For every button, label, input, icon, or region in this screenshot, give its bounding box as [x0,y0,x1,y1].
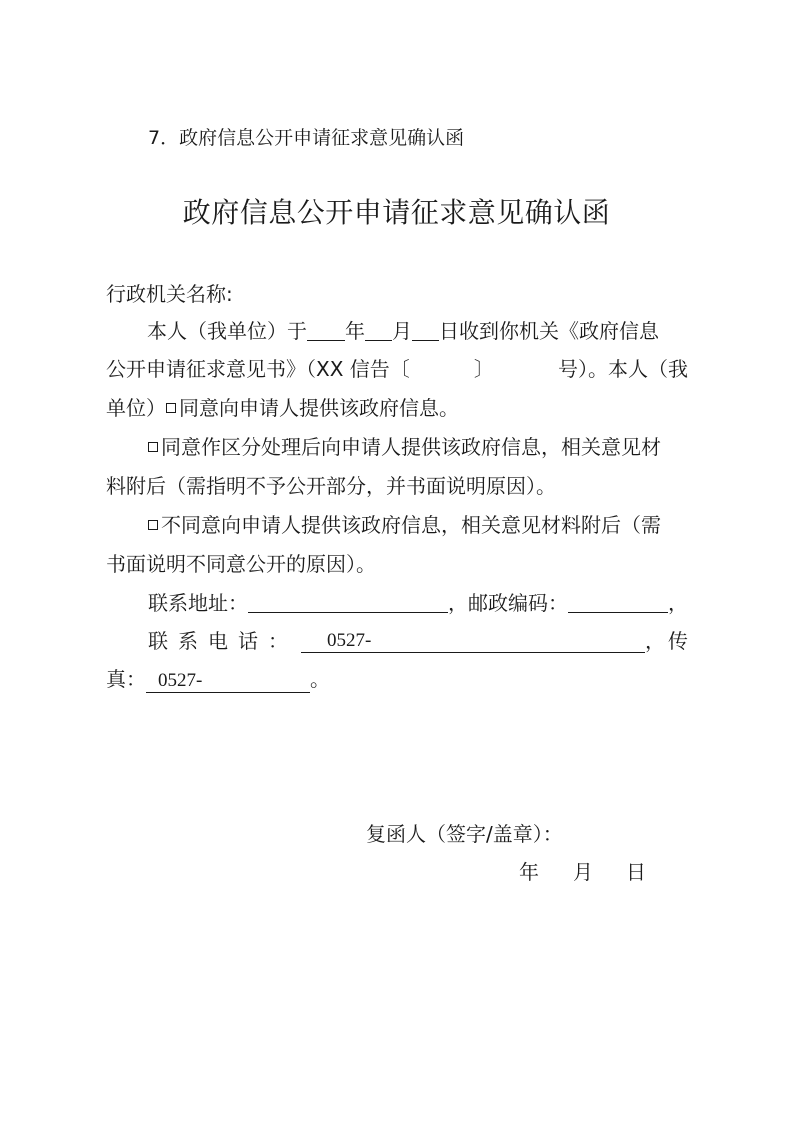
year-label: 年 [345,319,365,343]
date-year-label: 年 [519,860,539,884]
fax-label-end: 真： [106,667,146,691]
receipt-text-start: 本人（我单位）于 [147,319,307,343]
paragraph-receipt-line-3 [106,396,459,420]
bracket-close: 〕 [473,357,494,381]
day-blank[interactable] [412,320,439,341]
disagree-label: 不同意向申请人提供该政府信息，相关意见材料附后（需 [161,513,661,537]
agree-option-label: 同意向申请人提供该政府信息。 [179,396,459,420]
disagree-checkbox[interactable] [148,520,158,530]
phone-end: ， [645,629,665,653]
address-field[interactable] [248,592,448,613]
postal-code-field[interactable] [568,592,668,613]
paragraph-receipt-line-2 [106,357,688,381]
document-title: 政府信息公开申请征求意见确认函 [182,196,611,229]
notice-ref-text: 公开申请征求意见书》（XX 信告〔 [106,357,410,381]
disagree-line-1 [148,513,661,537]
disagree-line-2: 书面说明不同意公开的原因）。 [106,552,376,576]
phone-label: 联系电话： [148,629,298,653]
postal-label: ，邮政编码： [448,591,568,615]
partial-agree-line-1 [148,435,661,459]
date-day-label: 日 [626,860,646,884]
fax-label-start: 传 [668,629,688,653]
signature-label: 复函人（签字/盖章）： [366,822,563,846]
partial-agree-checkbox[interactable] [148,442,158,452]
partial-agree-label: 同意作区分处理后向申请人提供该政府信息，相关意见材 [161,435,661,459]
address-label: 联系地址： [148,591,248,615]
agency-name-label: 行政机关名称: [106,282,233,306]
day-received-text: 日收到你机关《政府信息 [439,319,659,343]
date-month-label: 月 [573,860,593,884]
phone-field[interactable]: 0527- [301,630,645,653]
partial-agree-line-2: 料附后（需指明不予公开部分，并书面说明原因）。 [106,474,556,498]
paragraph-receipt-line-1 [106,319,688,343]
agree-checkbox[interactable] [166,403,176,413]
notice-number-text: 号）。本人（我 [557,357,688,381]
month-blank[interactable] [365,320,392,341]
year-blank[interactable] [307,320,345,341]
postal-end: ， [668,591,688,615]
month-label: 月 [392,319,412,343]
phone-row [148,629,688,653]
fax-row [106,667,330,693]
fax-end: 。 [310,667,330,691]
section-heading: 7．政府信息公开申请征求意见确认函 [148,127,465,149]
unit-text: 单位） [106,396,166,420]
fax-field[interactable]: 0527- [146,670,310,693]
address-row [148,591,688,615]
